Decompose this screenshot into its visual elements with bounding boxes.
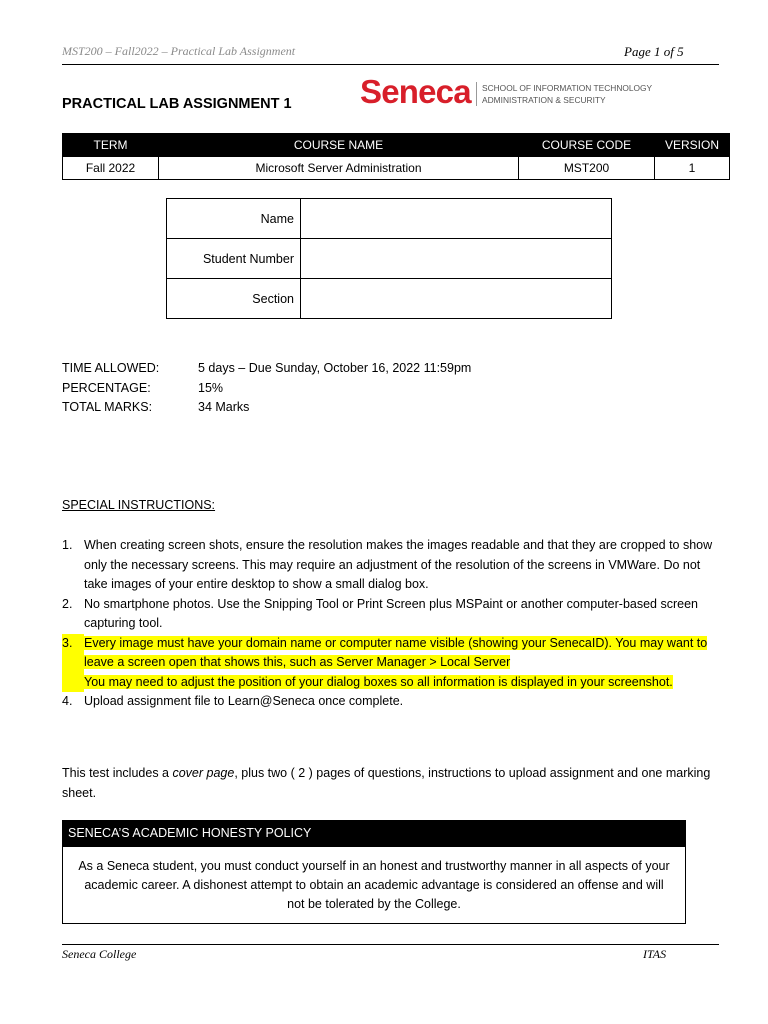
info-label: TOTAL MARKS: (62, 400, 153, 414)
list-item-highlighted (62, 634, 722, 693)
course-table-header: COURSE CODE (519, 134, 655, 157)
course-version-cell: 1 (655, 157, 730, 180)
course-table-row (63, 157, 730, 180)
info-row (62, 398, 471, 418)
list-item-number: 2. (62, 596, 73, 611)
list-item-text: When creating screen shots, ensure the resolution makes the images readable and that they are cropped to show only the necessary screens. This may require an adjustment of the resolution of the screens in VMWare. Do not take images of your entire desktop to show a small dialog box. (84, 538, 713, 591)
special-instructions-heading: SPECIAL INSTRUCTIONS: (62, 498, 216, 512)
header-left-text: MST200 – Fall2022 – Practical Lab Assignment (62, 44, 296, 58)
logo-subtitle-line1: SCHOOL OF INFORMATION TECHNOLOGY (482, 83, 653, 93)
info-value: 15% (198, 380, 224, 395)
highlighted-text: Every image must have your domain name or computer name visible (showing your SenecaID). You may want to leave a screen open that shows this, such as Server Manager > Local Server (84, 635, 708, 669)
highlighted-text: You may need to adjust the position of your dialog boxes so all information is displayed in your screenshot. (84, 674, 673, 689)
section-label: Section (167, 279, 301, 319)
course-table-header: COURSE NAME (159, 134, 519, 157)
info-value: 34 Marks (198, 400, 250, 414)
list-item-text: No smartphone photos. Use the Snipping Tool or Print Screen plus MSPaint or another computer-based screen capturing tool. (84, 596, 698, 630)
course-table-header: TERM (63, 134, 159, 157)
course-table-header-row (63, 134, 730, 157)
info-label: PERCENTAGE: (62, 380, 151, 395)
cover-page-emphasis: cover page (172, 766, 235, 780)
list-item (62, 692, 722, 712)
cover-note-post: , plus two ( 2 ) pages of questions, instructions to upload assignment and one marking sheet. (62, 766, 711, 800)
student-info-table (166, 198, 612, 319)
course-table (62, 133, 730, 180)
name-label: Name (167, 199, 301, 239)
page-number: Page 1 of 5 (624, 44, 684, 59)
list-item (62, 595, 722, 634)
policy-body: As a Seneca student, you must conduct yourself in an honest and trustworthy manner in all aspects of your academic career. A dishonest attempt to obtain an academic advantage is considered an offense and will not be tolerated by the College. (62, 846, 686, 924)
footer-left-text: Seneca College (62, 947, 137, 961)
policy-heading: SENECA’S ACADEMIC HONESTY POLICY (62, 820, 686, 846)
name-field[interactable] (301, 199, 612, 239)
logo-separator (476, 82, 477, 106)
list-item (62, 536, 722, 595)
instructions-list (62, 536, 722, 712)
assignment-info (62, 359, 471, 418)
student-row (167, 199, 612, 239)
list-item-number: 4. (62, 694, 73, 708)
info-row (62, 379, 471, 399)
list-item-number: 1. (62, 538, 73, 552)
info-row (62, 359, 471, 379)
list-item-number: 3. (62, 634, 84, 693)
course-table-header: VERSION (655, 134, 730, 157)
info-label: TIME ALLOWED: (62, 361, 160, 375)
footer-right-text: ITAS (643, 947, 667, 961)
student-number-field[interactable] (301, 239, 612, 279)
footer-divider (62, 944, 719, 945)
header-divider (62, 64, 719, 65)
logo-subtitle-line2: ADMINISTRATION & SECURITY (482, 95, 606, 105)
list-item-text: Upload assignment file to Learn@Seneca once complete. (84, 694, 404, 708)
cover-note (62, 764, 722, 803)
course-code-cell: MST200 (519, 157, 655, 180)
course-name-cell: Microsoft Server Administration (159, 157, 519, 180)
info-value: 5 days – Due Sunday, October 16, 2022 11:59pm (198, 361, 472, 375)
student-row (167, 239, 612, 279)
logo-subtitle (482, 82, 652, 106)
cover-note-pre: This test includes a (62, 766, 173, 780)
seneca-logo: Seneca (360, 73, 471, 110)
student-number-label: Student Number (167, 239, 301, 279)
page-title: PRACTICAL LAB ASSIGNMENT 1 (62, 96, 292, 112)
student-row (167, 279, 612, 319)
list-item-text (84, 634, 722, 693)
section-field[interactable] (301, 279, 612, 319)
course-term-cell: Fall 2022 (63, 157, 159, 180)
